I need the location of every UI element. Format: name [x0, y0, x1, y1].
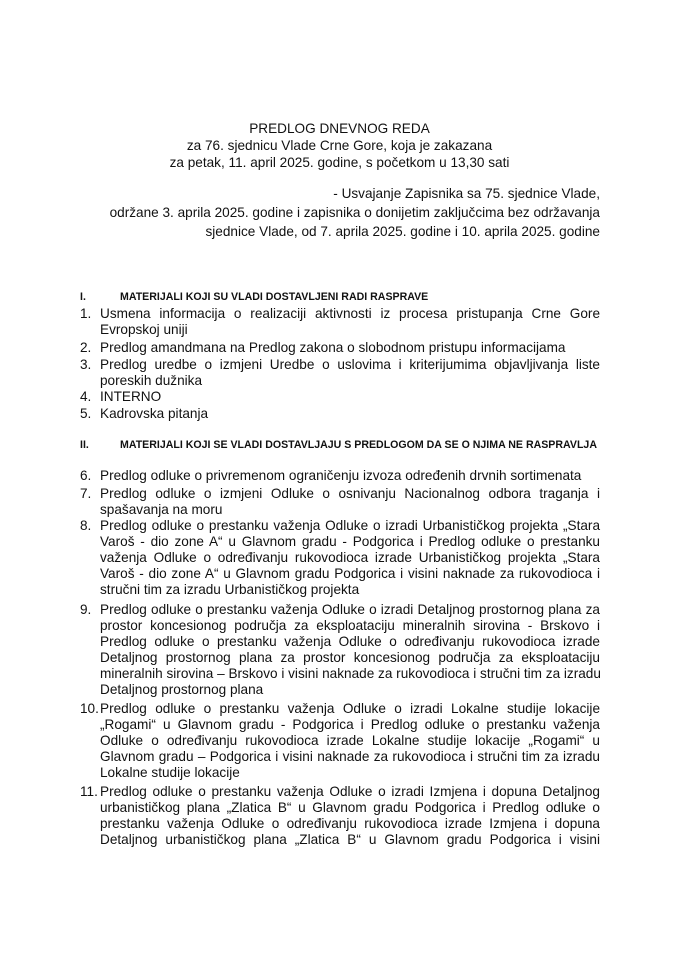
- item-line: Varoš - dio zone A“ u Glavnom gradu - Podgorica i Predlog odluke o prestanku: [100, 534, 600, 549]
- item-line: Predlog uredbe o izmjeni Uredbe o uslovima i kriterijumima objavljivanja liste: [100, 357, 600, 372]
- item-number: 4.: [80, 389, 92, 404]
- item-line: spašavanja na moru: [100, 502, 223, 517]
- item-line: Predlog odluke o izmjeni Odluke o osnivanju Nacionalnog odbora traganja i: [100, 486, 600, 501]
- section-number: II.: [80, 439, 89, 451]
- item-number: 11.: [80, 784, 98, 799]
- session-subtitle: za 76. sjednicu Vlade Crne Gore, koja je zakazana: [186, 138, 493, 153]
- item-line: Evropskoj uniji: [100, 322, 188, 337]
- item-line: Predlog amandmana na Predlog zakona o slobodnom pristupu informacijama: [100, 340, 566, 355]
- item-text: [100, 784, 600, 848]
- section-title: MATERIJALI KOJI SE VLADI DOSTAVLJAJU S PREDLOGOM DA SE O NJIMA NE RASPRAVLJA: [120, 439, 597, 451]
- item-number: 7.: [80, 486, 92, 501]
- item-line: poreskih dužnika: [100, 373, 203, 388]
- item-number: 3.: [80, 357, 92, 372]
- session-date: za petak, 11. april 2025. godine, s početkom u 13,30 sati: [169, 155, 510, 170]
- item-line: INTERNO: [100, 389, 162, 404]
- item-number: 6.: [80, 468, 92, 483]
- item-line: urbanističkog plana „Zlatica B“ u Glavnom gradu Podgorica i Predlog odluke o: [100, 800, 600, 815]
- item-line: stručni tim za izradu Urbanističkog projekta: [100, 582, 360, 597]
- item-number: 5.: [80, 406, 92, 421]
- item-text: [100, 701, 600, 781]
- intro-line: - Usvajanje Zapisnika sa 75. sjednice Vlade,: [333, 186, 600, 201]
- item-line: Odluke o određivanju rukovodioca izrade Lokalne studije lokacije „Rogami“ u: [100, 733, 600, 748]
- section-number: I.: [80, 291, 86, 303]
- item-line: Detaljnog prostornog plana: [100, 682, 264, 697]
- item-line: „Rogami“ u Glavnom gradu - Podgorica i Predlog odluke o prestanku važenja: [100, 717, 600, 732]
- item-line: Predlog odluke o privremenom ograničenju izvoza određenih drvnih sortimenata: [100, 468, 582, 483]
- item-line: Predlog odluke o prestanku važenja Odluke o izradi Lokalne studije lokacije: [100, 701, 600, 716]
- item-text: [100, 602, 600, 698]
- item-line: Usmena informacija o realizaciji aktivnosti iz procesa pristupanja Crne Gore: [100, 306, 600, 321]
- item-line: Detaljnog urbanističkog plana „Zlatica B“ u Glavnom gradu Podgorica i visini: [100, 832, 600, 847]
- item-line: Glavnom gradu – Podgorica i visini naknade za rukovodioca i stručni tim za izradu: [100, 749, 600, 764]
- item-number: 9.: [80, 602, 92, 617]
- item-line: Lokalne studije lokacije: [100, 765, 240, 780]
- item-text: [100, 357, 600, 389]
- item-line: Detaljnog prostornog plana za prostor koncesionog područja za eksploataciju: [100, 650, 600, 665]
- item-text: [100, 306, 600, 338]
- item-line: Predlog odluke o prestanku važenja Odluke o izradi Urbanističkog projekta „Stara: [100, 518, 600, 533]
- item-line: važenja Odluke o određivanju rukovodioca izrade Urbanističkog projekta „Stara: [100, 550, 600, 565]
- item-number: 1.: [80, 306, 92, 321]
- item-text: [100, 486, 600, 518]
- item-text: [100, 340, 600, 356]
- item-text: [100, 468, 600, 484]
- item-text: [100, 389, 600, 405]
- page-title: PREDLOG DNEVNOG REDA: [249, 121, 430, 136]
- item-line: mineralnih sirovina – Brskovo i visini naknade za rukovodioca i stručni tim za izradu: [100, 666, 601, 681]
- intro-line: održane 3. aprila 2025. godine i zapisnika o donijetim zaključcima bez održavanja: [109, 205, 600, 220]
- item-line: prostor koncesionog područja za eksploataciju mineralnih sirovina - Brskovo i: [100, 618, 600, 633]
- item-line: Predlog odluke o prestanku važenja Odluke o određivanju rukovodioca izrade: [100, 634, 600, 649]
- intro-line: sjednice Vlade, od 7. aprila 2025. godine i 10. aprila 2025. godine: [205, 224, 600, 239]
- item-line: prestanku važenja Odluke o određivanju rukovodioca izrade Izmjena i dopuna: [100, 816, 600, 831]
- item-text: [100, 406, 600, 422]
- item-line: Predlog odluke o prestanku važenja Odluke o izradi Izmjena i dopuna Detaljnog: [100, 784, 600, 799]
- item-line: Predlog odluke o prestanku važenja Odluke o izradi Detaljnog prostornog plana za: [100, 602, 600, 617]
- section-title: MATERIJALI KOJI SU VLADI DOSTAVLJENI RADI RASPRAVE: [120, 291, 429, 303]
- item-number: 2.: [80, 340, 92, 355]
- item-line: Varoš - dio zone A“ u Glavnom gradu Podgorica i visini naknade za rukovodioca i: [100, 566, 600, 581]
- item-text: [100, 518, 600, 598]
- item-line: Kadrovska pitanja: [100, 406, 209, 421]
- item-number: 8.: [80, 518, 92, 533]
- item-number: 10.: [80, 701, 99, 716]
